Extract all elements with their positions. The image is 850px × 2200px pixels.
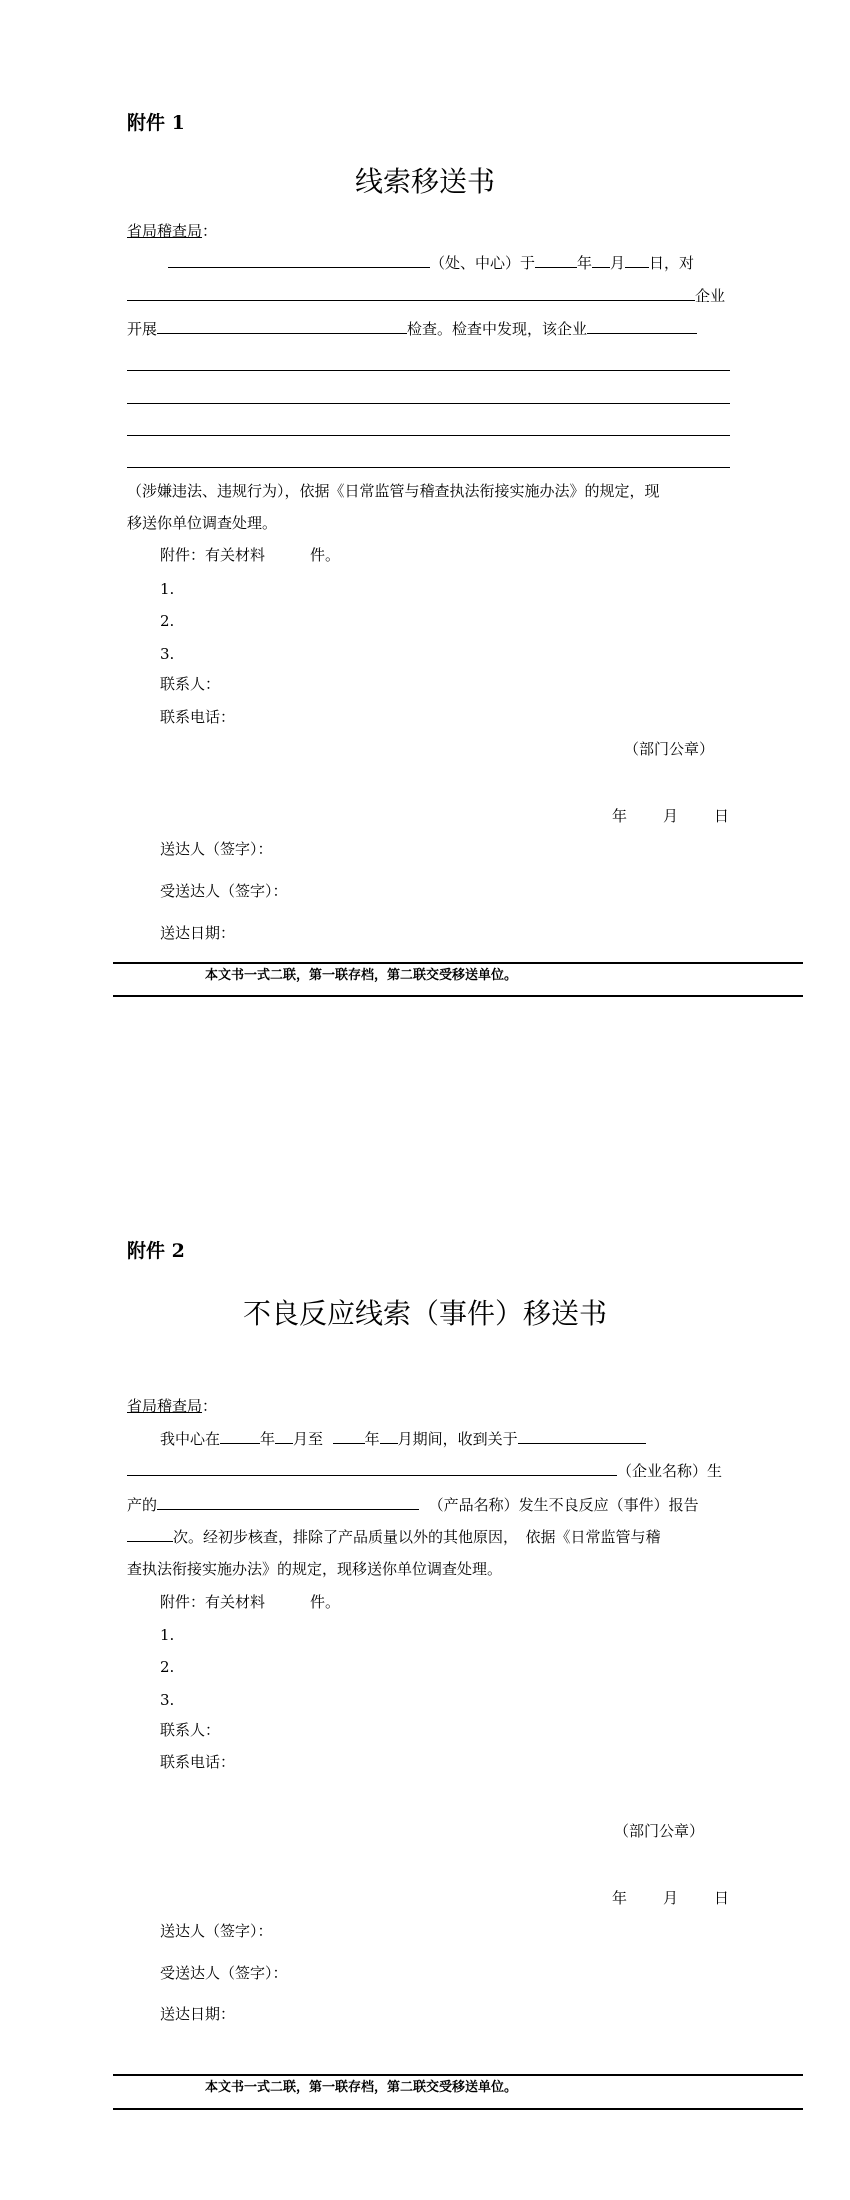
- attachment-1-label: 附件 1: [127, 112, 185, 134]
- doc1-line1-year: 年: [577, 254, 593, 272]
- doc2-date-month: 月: [663, 1889, 679, 1907]
- doc2-line1-year: 年: [260, 1430, 276, 1448]
- doc1-para-line2: 移送你单位调查处理。: [127, 514, 278, 532]
- doc2-line1-month-to: 月至: [293, 1430, 324, 1448]
- doc2-count-blank[interactable]: [127, 1527, 173, 1542]
- doc1-day-blank[interactable]: [625, 253, 649, 268]
- doc1-item-3: 3.: [160, 645, 175, 663]
- doc2-product-blank[interactable]: [157, 1495, 419, 1510]
- doc1-date-year: 年: [612, 807, 628, 825]
- doc1-date-month: 月: [663, 807, 679, 825]
- doc2-date-year: 年: [612, 1889, 628, 1907]
- doc2-line5: 查执法衔接实施办法》的规定，现移送你单位调查处理。: [127, 1560, 503, 1578]
- doc1-line1-office: （处、中心）于: [430, 254, 536, 272]
- doc2-line1-year2: 年: [364, 1430, 380, 1448]
- doc1-line1-month: 月: [610, 254, 626, 272]
- doc1-blank-line-2[interactable]: [127, 403, 730, 404]
- doc1-seal: （部门公章）: [624, 740, 715, 758]
- doc2-line3-mid: （产品名称）发生不良反应（事件）报告: [428, 1496, 699, 1514]
- doc1-line2-tail: 企业: [695, 287, 726, 305]
- doc2-footer-rule-bottom: [113, 2108, 803, 2110]
- doc2-line1-head: 我中心在: [160, 1430, 221, 1448]
- doc2-line4-text: 次。经初步核查，排除了产品质量以外的其他原因， 依据《日常监管与稽: [173, 1528, 661, 1546]
- doc1-title: 线索移送书: [354, 165, 495, 198]
- doc1-addressee-colon: ：: [202, 222, 218, 240]
- doc2-delivery-date: 送达日期：: [160, 2005, 236, 2023]
- doc1-year-blank[interactable]: [535, 253, 577, 268]
- doc2-date-day: 日: [714, 1889, 730, 1907]
- doc1-contact: 联系人：: [160, 675, 221, 693]
- doc1-receiver: 受送达人（签字）：: [160, 882, 288, 900]
- doc1-footer-rule-bottom: [113, 995, 803, 997]
- doc2-addressee-name: 省局稽查局: [127, 1397, 203, 1415]
- doc2-month-blank[interactable]: [275, 1429, 293, 1444]
- doc1-office-blank[interactable]: [168, 253, 430, 268]
- doc2-line4: [127, 1526, 661, 1547]
- doc1-line2: [127, 285, 725, 306]
- doc2-company-blank[interactable]: [127, 1461, 617, 1476]
- doc2-line2: [127, 1460, 722, 1481]
- doc2-contact: 联系人：: [160, 1721, 221, 1739]
- doc2-addressee-colon: ：: [202, 1397, 218, 1415]
- doc1-para-line1: （涉嫌违法、违规行为），依据《日常监管与稽查执法衔接实施办法》的规定，现: [127, 482, 660, 500]
- doc2-line2-tail: （企业名称）生: [617, 1462, 723, 1480]
- doc1-item-1: 1.: [160, 580, 175, 598]
- doc2-sender: 送达人（签字）：: [160, 1922, 273, 1940]
- doc1-blank-line-1[interactable]: [127, 370, 730, 371]
- doc1-company-blank[interactable]: [127, 286, 695, 301]
- doc1-footer-note: 本文书一式二联，第一联存档，第二联交受移送单位。: [205, 968, 518, 983]
- doc2-year-blank[interactable]: [220, 1429, 260, 1444]
- attachment-2-label: 附件 2: [127, 1240, 185, 1262]
- doc1-blank-line-3[interactable]: [127, 435, 730, 436]
- doc1-addressee-name: 省局稽查局: [127, 222, 203, 240]
- doc2-receiver: 受送达人（签字）：: [160, 1964, 288, 1982]
- doc1-line3-mid: 检查。检查中发现，该企业: [407, 320, 588, 338]
- doc1-blank-line-4[interactable]: [127, 467, 730, 468]
- doc1-line3: [127, 318, 697, 339]
- doc1-line1-day: 日，对: [649, 254, 695, 272]
- doc2-attachments: 附件：有关材料 件。: [160, 1593, 341, 1611]
- doc2-item-2: 2.: [160, 1658, 175, 1676]
- doc1-attachments: 附件：有关材料 件。: [160, 546, 341, 564]
- doc2-title: 不良反应线索（事件）移送书: [242, 1297, 607, 1330]
- doc2-addressee: [127, 1395, 217, 1416]
- doc2-seal: （部门公章）: [614, 1822, 705, 1840]
- doc2-line1: [160, 1428, 646, 1449]
- doc1-sender: 送达人（签字）：: [160, 840, 273, 858]
- doc1-date-day: 日: [714, 807, 730, 825]
- doc1-check-blank[interactable]: [157, 319, 407, 334]
- doc2-phone: 联系电话：: [160, 1753, 236, 1771]
- doc2-item-3: 3.: [160, 1691, 175, 1709]
- doc1-line1: [168, 252, 694, 273]
- doc1-line3-head: 开展: [127, 320, 158, 338]
- doc1-finding-blank[interactable]: [587, 319, 697, 334]
- doc2-line3-head: 产的: [127, 1496, 158, 1514]
- doc2-line3: [127, 1494, 699, 1515]
- doc1-delivery-date: 送达日期：: [160, 924, 236, 942]
- doc2-year2-blank[interactable]: [333, 1429, 365, 1444]
- doc2-item-1: 1.: [160, 1626, 175, 1644]
- doc1-addressee: [127, 220, 217, 241]
- doc1-item-2: 2.: [160, 612, 175, 630]
- doc2-subject-blank[interactable]: [518, 1429, 646, 1444]
- doc1-month-blank[interactable]: [592, 253, 610, 268]
- doc2-footer-note: 本文书一式二联，第一联存档，第二联交受移送单位。: [205, 2080, 518, 2095]
- doc2-line1-period: 月期间，收到关于: [397, 1430, 518, 1448]
- doc2-month2-blank[interactable]: [380, 1429, 398, 1444]
- doc1-phone: 联系电话：: [160, 708, 236, 726]
